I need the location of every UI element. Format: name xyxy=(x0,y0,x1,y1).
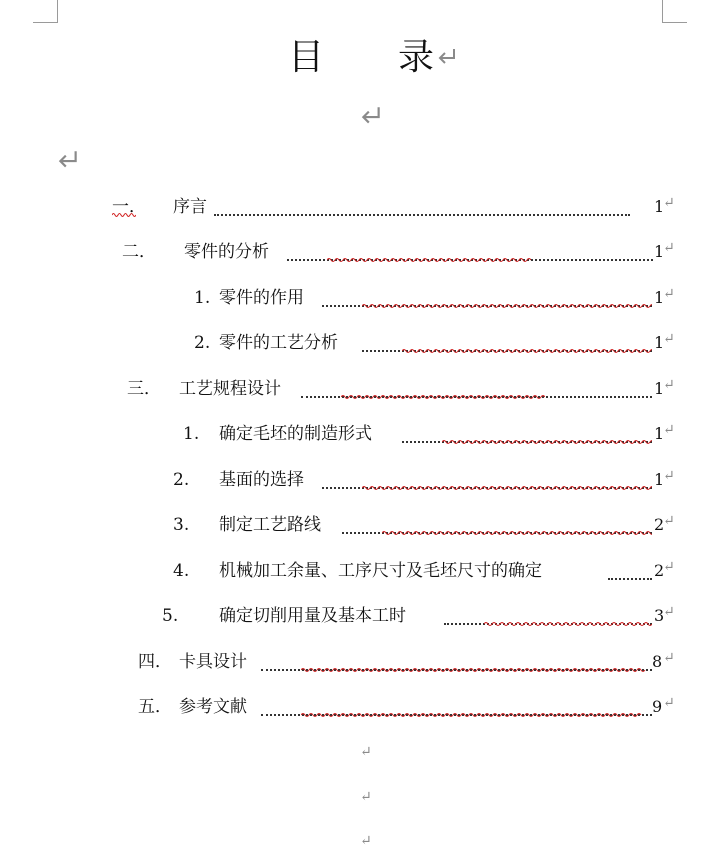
toc-text: 工艺规程设计 xyxy=(179,379,281,399)
toc-page-number: 9 xyxy=(652,697,663,716)
toc-number: 1. xyxy=(194,288,211,308)
toc-entry[interactable] xyxy=(0,651,715,673)
toc-entry[interactable] xyxy=(0,514,715,536)
paragraph-mark-icon: ↵ xyxy=(360,744,372,760)
spellcheck-underline xyxy=(484,621,652,627)
toc-text: 机械加工余量、工序尺寸及毛坯尺寸的确定 xyxy=(219,561,542,581)
paragraph-mark-icon: ↵ xyxy=(663,695,675,711)
paragraph-mark-icon: ↵ xyxy=(360,833,372,849)
toc-page-number: 1 xyxy=(654,333,665,352)
toc-page-number: 1 xyxy=(654,424,665,443)
toc-number: 一． xyxy=(112,197,146,217)
toc-text: 零件的作用 xyxy=(219,288,304,308)
toc-entry[interactable] xyxy=(0,332,715,354)
paragraph-mark-icon: ↵ xyxy=(663,377,675,393)
toc-text: 确定切削用量及基本工时 xyxy=(219,606,406,626)
toc-number: 四． xyxy=(138,652,172,672)
toc-page-number: 1 xyxy=(654,242,665,261)
paragraph-mark-icon: ↵ xyxy=(663,513,675,529)
spellcheck-underline xyxy=(442,439,652,445)
paragraph-mark-icon: ↵ xyxy=(663,331,675,347)
toc-page-number: 1 xyxy=(654,379,665,398)
toc-entry[interactable] xyxy=(0,241,715,263)
toc-entry[interactable] xyxy=(0,696,715,718)
document-title xyxy=(0,36,715,86)
spellcheck-underline xyxy=(362,485,652,491)
spellcheck-underline xyxy=(112,212,136,218)
toc-number: 1. xyxy=(183,424,200,444)
toc-page-number: 1 xyxy=(654,288,665,307)
toc-text: 零件的工艺分析 xyxy=(219,333,338,353)
toc-page-number: 1 xyxy=(654,197,665,216)
paragraph-mark-icon xyxy=(436,46,458,68)
toc-text: 确定毛坯的制造形式 xyxy=(219,424,372,444)
toc-page-number: 3 xyxy=(654,606,665,625)
spellcheck-underline xyxy=(362,303,652,309)
toc-page-number: 2 xyxy=(654,515,665,534)
spellcheck-underline xyxy=(402,348,652,354)
toc-leader xyxy=(214,211,630,216)
paragraph-mark-icon: ↵ xyxy=(663,286,675,302)
spellcheck-underline xyxy=(327,257,531,263)
paragraph-mark-icon: ↵ xyxy=(663,195,675,211)
toc-number: 2. xyxy=(194,333,211,353)
paragraph-mark-icon: ↵ xyxy=(663,422,675,438)
toc-number: 二． xyxy=(122,242,156,262)
toc-text: 制定工艺路线 xyxy=(219,515,321,535)
toc-entry[interactable] xyxy=(0,560,715,582)
paragraph-mark-icon: ↵ xyxy=(663,240,675,256)
paragraph-mark-icon: ↵ xyxy=(663,468,675,484)
toc-text: 零件的分析 xyxy=(184,242,269,262)
toc-leader xyxy=(608,575,652,580)
toc-page-number: 2 xyxy=(654,561,665,580)
toc-page-number: 8 xyxy=(652,652,663,671)
title-char-1: 目 xyxy=(288,37,325,78)
paragraph-mark-icon: ↵ xyxy=(663,604,675,620)
toc-entry[interactable] xyxy=(0,196,715,218)
paragraph-mark-icon: ↵ xyxy=(360,789,372,805)
spellcheck-underline xyxy=(301,667,652,673)
toc-text: 卡具设计 xyxy=(179,652,247,672)
toc-entry[interactable] xyxy=(0,605,715,627)
page-corner-top-left xyxy=(33,0,58,23)
paragraph-mark-icon: ↵ xyxy=(663,650,675,666)
spellcheck-underline xyxy=(341,394,545,400)
toc-number: 5. xyxy=(162,606,179,626)
toc-number: 三． xyxy=(127,379,161,399)
page-corner-top-right xyxy=(662,0,687,23)
toc-text: 序言 xyxy=(173,197,207,217)
toc-number: 五． xyxy=(138,697,172,717)
toc-entry[interactable] xyxy=(0,287,715,309)
paragraph-mark-icon: ↵ xyxy=(663,559,675,575)
toc-number: 2. xyxy=(173,470,190,490)
toc-text: 参考文献 xyxy=(179,697,247,717)
paragraph-mark-icon xyxy=(359,104,383,128)
toc-text: 基面的选择 xyxy=(219,470,304,490)
toc-entry[interactable] xyxy=(0,469,715,491)
toc-entry[interactable] xyxy=(0,423,715,445)
toc-entry[interactable] xyxy=(0,378,715,400)
toc-number: 3. xyxy=(173,515,190,535)
toc-page-number: 1 xyxy=(654,470,665,489)
paragraph-mark-icon xyxy=(56,148,80,172)
spellcheck-underline xyxy=(382,530,652,536)
title-char-2: 录 xyxy=(398,37,435,78)
spellcheck-underline xyxy=(301,712,652,718)
toc-number: 4. xyxy=(173,561,190,581)
